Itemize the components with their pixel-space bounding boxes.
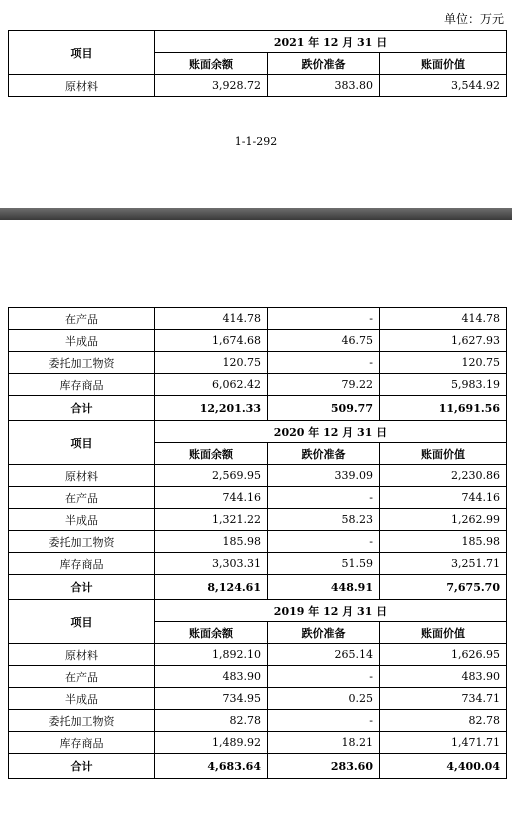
year-header-2020: 2020 年 12 月 31 日	[155, 421, 507, 443]
header-book: 账面余额	[155, 622, 268, 644]
table-row: 委托加工物资 185.98 - 185.98	[9, 531, 507, 553]
header-book: 账面余额	[155, 53, 268, 75]
header-item: 项目	[9, 421, 155, 465]
inventory-table-part2	[8, 307, 507, 779]
table-row: 委托加工物资 120.75 - 120.75	[9, 352, 507, 374]
table-row: 半成品 1,674.68 46.75 1,627.93	[9, 330, 507, 352]
table-row: 委托加工物资 82.78 - 82.78	[9, 710, 507, 732]
year-header-2019: 2019 年 12 月 31 日	[155, 600, 507, 622]
header-reserve: 跌价准备	[268, 622, 380, 644]
header-book: 账面余额	[155, 443, 268, 465]
header-net: 账面价值	[380, 53, 507, 75]
unit-label: 单位：万元	[443, 12, 504, 26]
table-row: 在产品 414.78 - 414.78	[9, 308, 507, 330]
table-row: 原材料 1,892.10 265.14 1,626.95	[9, 644, 507, 666]
table-row: 库存商品 1,489.92 18.21 1,471.71	[9, 732, 507, 754]
header-reserve: 跌价准备	[268, 53, 380, 75]
page-divider	[0, 208, 512, 220]
table-row: 原材料 2,569.95 339.09 2,230.86	[9, 465, 507, 487]
table-row: 原材料 3,928.72 383.80 3,544.92	[9, 75, 507, 97]
table-row: 库存商品 3,303.31 51.59 3,251.71	[9, 553, 507, 575]
table-row: 在产品 483.90 - 483.90	[9, 666, 507, 688]
table-row: 半成品 1,321.22 58.23 1,262.99	[9, 509, 507, 531]
total-row-2021: 合计 12,201.33 509.77 11,691.56	[9, 396, 507, 421]
year-header-2021: 2021 年 12 月 31 日	[155, 31, 507, 53]
total-row-2019: 合计 4,683.64 283.60 4,400.04	[9, 754, 507, 779]
page-number: 1-1-292	[234, 135, 278, 148]
header-net: 账面价值	[380, 443, 507, 465]
header-item: 项目	[9, 31, 155, 75]
header-net: 账面价值	[380, 622, 507, 644]
total-row-2020: 合计 8,124.61 448.91 7,675.70	[9, 575, 507, 600]
table-row: 库存商品 6,062.42 79.22 5,983.19	[9, 374, 507, 396]
header-reserve: 跌价准备	[268, 443, 380, 465]
table-row: 半成品 734.95 0.25 734.71	[9, 688, 507, 710]
table-row: 在产品 744.16 - 744.16	[9, 487, 507, 509]
inventory-table-2021-part1	[8, 30, 507, 97]
header-item: 项目	[9, 600, 155, 644]
